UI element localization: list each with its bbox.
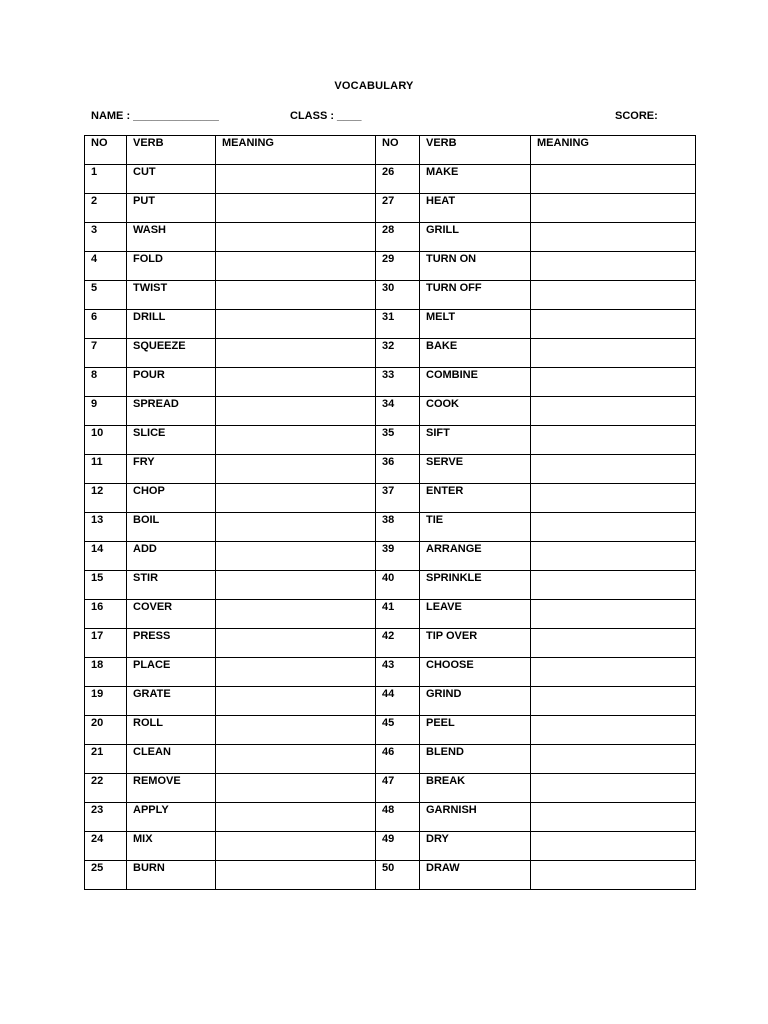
- table-row: [85, 571, 696, 600]
- row-number-right: 46: [376, 745, 420, 774]
- verb-right: CHOOSE: [420, 658, 531, 687]
- verb-left: CUT: [127, 165, 216, 194]
- meaning-cell-right[interactable]: [531, 803, 696, 832]
- verb-left: FOLD: [127, 252, 216, 281]
- meaning-cell-right[interactable]: [531, 745, 696, 774]
- table-row: [85, 687, 696, 716]
- table-row: [85, 600, 696, 629]
- table-row: [85, 165, 696, 194]
- verb-left: FRY: [127, 455, 216, 484]
- table-row: [85, 455, 696, 484]
- verb-left: WASH: [127, 223, 216, 252]
- row-number-right: 35: [376, 426, 420, 455]
- row-number-right: 50: [376, 861, 420, 890]
- row-number-right: 38: [376, 513, 420, 542]
- meaning-cell-right[interactable]: [531, 542, 696, 571]
- verb-right: MELT: [420, 310, 531, 339]
- meaning-cell-right[interactable]: [531, 223, 696, 252]
- meaning-cell-right[interactable]: [531, 513, 696, 542]
- verb-left: SQUEEZE: [127, 339, 216, 368]
- row-number-right: 29: [376, 252, 420, 281]
- table-row: [85, 803, 696, 832]
- row-number-left: 22: [85, 774, 127, 803]
- verb-left: BOIL: [127, 513, 216, 542]
- verb-right: BLEND: [420, 745, 531, 774]
- meaning-cell-right[interactable]: [531, 281, 696, 310]
- row-number-right: 43: [376, 658, 420, 687]
- row-number-right: 37: [376, 484, 420, 513]
- verb-right: GRILL: [420, 223, 531, 252]
- verb-right: ARRANGE: [420, 542, 531, 571]
- row-number-left: 10: [85, 426, 127, 455]
- row-number-right: 26: [376, 165, 420, 194]
- row-number-right: 32: [376, 339, 420, 368]
- row-number-left: 11: [85, 455, 127, 484]
- meaning-cell-left[interactable]: [216, 687, 376, 716]
- class-field: CLASS : ____: [290, 110, 362, 122]
- meaning-cell-left[interactable]: [216, 397, 376, 426]
- verb-left: PLACE: [127, 658, 216, 687]
- table-row: [85, 281, 696, 310]
- row-number-left: 12: [85, 484, 127, 513]
- name-field: NAME : ______________: [91, 110, 219, 122]
- row-number-left: 16: [85, 600, 127, 629]
- verb-left: ROLL: [127, 716, 216, 745]
- row-number-right: 42: [376, 629, 420, 658]
- verb-left: CLEAN: [127, 745, 216, 774]
- vocabulary-table: [84, 135, 696, 890]
- meaning-cell-left[interactable]: [216, 600, 376, 629]
- verb-left: MIX: [127, 832, 216, 861]
- verb-right: DRAW: [420, 861, 531, 890]
- meaning-cell-left[interactable]: [216, 484, 376, 513]
- table-row: [85, 658, 696, 687]
- row-number-left: 5: [85, 281, 127, 310]
- meaning-cell-right[interactable]: [531, 484, 696, 513]
- row-number-right: 30: [376, 281, 420, 310]
- meaning-cell-right[interactable]: [531, 339, 696, 368]
- column-header-verb-right: VERB: [420, 136, 531, 165]
- row-number-left: 25: [85, 861, 127, 890]
- meaning-cell-left[interactable]: [216, 629, 376, 658]
- row-number-left: 21: [85, 745, 127, 774]
- row-number-right: 31: [376, 310, 420, 339]
- meaning-cell-left[interactable]: [216, 339, 376, 368]
- meaning-cell-left[interactable]: [216, 745, 376, 774]
- verb-left: BURN: [127, 861, 216, 890]
- verb-right: TURN OFF: [420, 281, 531, 310]
- verb-left: STIR: [127, 571, 216, 600]
- meaning-cell-right[interactable]: [531, 194, 696, 223]
- verb-right: PEEL: [420, 716, 531, 745]
- row-number-right: 48: [376, 803, 420, 832]
- meaning-cell-left[interactable]: [216, 832, 376, 861]
- table-row: [85, 716, 696, 745]
- verb-right: TIP OVER: [420, 629, 531, 658]
- meaning-cell-left[interactable]: [216, 803, 376, 832]
- meaning-cell-right[interactable]: [531, 629, 696, 658]
- score-field: SCORE:: [615, 110, 658, 122]
- verb-right: ENTER: [420, 484, 531, 513]
- meaning-cell-left[interactable]: [216, 281, 376, 310]
- table-row: [85, 484, 696, 513]
- meaning-cell-left[interactable]: [216, 455, 376, 484]
- row-number-left: 24: [85, 832, 127, 861]
- table-row: [85, 426, 696, 455]
- verb-right: SERVE: [420, 455, 531, 484]
- row-number-left: 15: [85, 571, 127, 600]
- verb-right: LEAVE: [420, 600, 531, 629]
- table-row: [85, 397, 696, 426]
- table-row: [85, 368, 696, 397]
- verb-right: SPRINKLE: [420, 571, 531, 600]
- verb-left: SPREAD: [127, 397, 216, 426]
- row-number-right: 34: [376, 397, 420, 426]
- meaning-cell-left[interactable]: [216, 542, 376, 571]
- meaning-cell-left[interactable]: [216, 194, 376, 223]
- verb-left: PUT: [127, 194, 216, 223]
- row-number-right: 49: [376, 832, 420, 861]
- table-row: [85, 513, 696, 542]
- meaning-cell-right[interactable]: [531, 687, 696, 716]
- row-number-right: 41: [376, 600, 420, 629]
- table-body: [85, 165, 696, 890]
- row-number-left: 4: [85, 252, 127, 281]
- row-number-left: 7: [85, 339, 127, 368]
- meaning-cell-right[interactable]: [531, 252, 696, 281]
- verb-left: TWIST: [127, 281, 216, 310]
- table-row: [85, 194, 696, 223]
- verb-right: GRIND: [420, 687, 531, 716]
- verb-left: SLICE: [127, 426, 216, 455]
- table-row: [85, 223, 696, 252]
- meaning-cell-left[interactable]: [216, 368, 376, 397]
- row-number-right: 36: [376, 455, 420, 484]
- row-number-right: 45: [376, 716, 420, 745]
- row-number-right: 47: [376, 774, 420, 803]
- verb-right: SIFT: [420, 426, 531, 455]
- table-row: [85, 832, 696, 861]
- verb-right: COOK: [420, 397, 531, 426]
- row-number-right: 28: [376, 223, 420, 252]
- meaning-cell-right[interactable]: [531, 658, 696, 687]
- verb-right: TIE: [420, 513, 531, 542]
- row-number-left: 18: [85, 658, 127, 687]
- table-row: [85, 339, 696, 368]
- table-row: [85, 745, 696, 774]
- row-number-left: 19: [85, 687, 127, 716]
- table-row: [85, 861, 696, 890]
- verb-left: GRATE: [127, 687, 216, 716]
- verb-right: BAKE: [420, 339, 531, 368]
- verb-right: COMBINE: [420, 368, 531, 397]
- table-row: [85, 629, 696, 658]
- row-number-right: 33: [376, 368, 420, 397]
- meaning-cell-left[interactable]: [216, 310, 376, 339]
- meaning-cell-left[interactable]: [216, 223, 376, 252]
- meaning-cell-right[interactable]: [531, 426, 696, 455]
- meaning-cell-right[interactable]: [531, 716, 696, 745]
- meaning-cell-left[interactable]: [216, 774, 376, 803]
- verb-right: MAKE: [420, 165, 531, 194]
- column-header-meaning-right: MEANING: [531, 136, 696, 165]
- row-number-right: 39: [376, 542, 420, 571]
- verb-right: BREAK: [420, 774, 531, 803]
- row-number-left: 8: [85, 368, 127, 397]
- page-title: VOCABULARY: [334, 80, 414, 92]
- column-header-no-left: NO: [85, 136, 127, 165]
- row-number-left: 2: [85, 194, 127, 223]
- row-number-left: 17: [85, 629, 127, 658]
- verb-left: APPLY: [127, 803, 216, 832]
- meaning-cell-right[interactable]: [531, 774, 696, 803]
- row-number-left: 14: [85, 542, 127, 571]
- row-number-left: 20: [85, 716, 127, 745]
- verb-left: REMOVE: [127, 774, 216, 803]
- meaning-cell-right[interactable]: [531, 368, 696, 397]
- row-number-left: 23: [85, 803, 127, 832]
- meaning-cell-left[interactable]: [216, 861, 376, 890]
- row-number-left: 1: [85, 165, 127, 194]
- table-row: [85, 542, 696, 571]
- meaning-cell-right[interactable]: [531, 861, 696, 890]
- table-row: [85, 310, 696, 339]
- meaning-cell-right[interactable]: [531, 832, 696, 861]
- verb-right: DRY: [420, 832, 531, 861]
- row-number-right: 40: [376, 571, 420, 600]
- row-number-left: 3: [85, 223, 127, 252]
- verb-right: HEAT: [420, 194, 531, 223]
- table-header-row: [85, 136, 696, 165]
- meaning-cell-left[interactable]: [216, 571, 376, 600]
- meaning-cell-left[interactable]: [216, 513, 376, 542]
- row-number-left: 13: [85, 513, 127, 542]
- meaning-cell-right[interactable]: [531, 571, 696, 600]
- meaning-cell-right[interactable]: [531, 165, 696, 194]
- meaning-cell-left[interactable]: [216, 426, 376, 455]
- verb-left: CHOP: [127, 484, 216, 513]
- table-row: [85, 774, 696, 803]
- column-header-no-right: NO: [376, 136, 420, 165]
- row-number-right: 44: [376, 687, 420, 716]
- row-number-left: 9: [85, 397, 127, 426]
- verb-left: PRESS: [127, 629, 216, 658]
- verb-left: DRILL: [127, 310, 216, 339]
- column-header-verb-left: VERB: [127, 136, 216, 165]
- row-number-right: 27: [376, 194, 420, 223]
- meaning-cell-right[interactable]: [531, 397, 696, 426]
- table-row: [85, 252, 696, 281]
- meaning-cell-right[interactable]: [531, 310, 696, 339]
- meaning-cell-left[interactable]: [216, 716, 376, 745]
- row-number-left: 6: [85, 310, 127, 339]
- meaning-cell-left[interactable]: [216, 658, 376, 687]
- meaning-cell-right[interactable]: [531, 455, 696, 484]
- verb-left: ADD: [127, 542, 216, 571]
- column-header-meaning-left: MEANING: [216, 136, 376, 165]
- meaning-cell-right[interactable]: [531, 600, 696, 629]
- verb-right: GARNISH: [420, 803, 531, 832]
- meaning-cell-left[interactable]: [216, 252, 376, 281]
- verb-left: COVER: [127, 600, 216, 629]
- student-info-row: [0, 110, 768, 126]
- verb-left: POUR: [127, 368, 216, 397]
- meaning-cell-left[interactable]: [216, 165, 376, 194]
- verb-right: TURN ON: [420, 252, 531, 281]
